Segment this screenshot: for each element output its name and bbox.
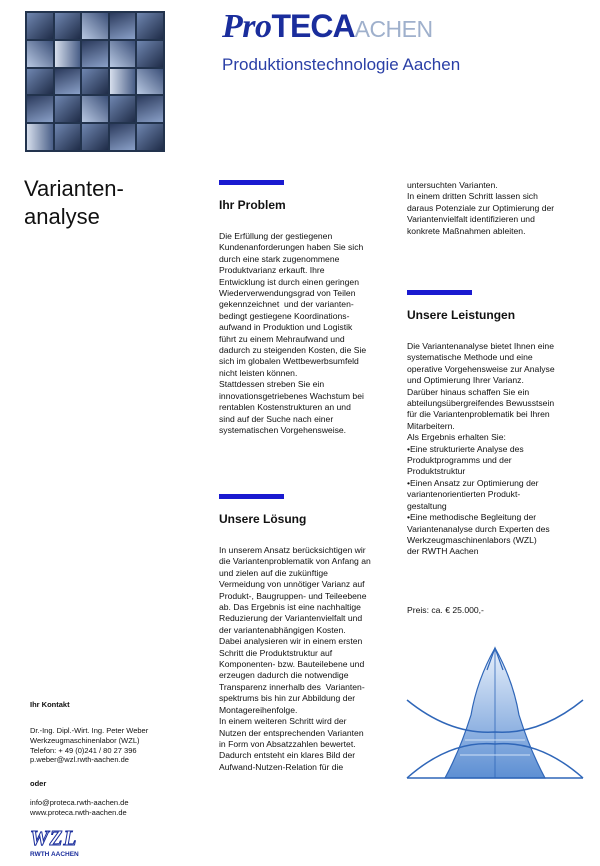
rwth-aachen-logo: RWTH AACHEN [30,851,79,858]
section-bar-problem [219,180,284,185]
problem-heading: Ihr Problem [219,198,286,212]
contact-general: info@proteca.rwth-aachen.de www.proteca.rwth-aachen.de [30,798,129,817]
logo-teca: TECA [271,8,355,44]
contact-person: Dr.-Ing. Dipl.-Wirt. Ing. Peter Weber Werkzeugmaschinenlabor (WZL) Telefon: + 49 (0)241 / 80 27 396 p.weber@wzl.rwth-aachen.de [30,726,149,765]
wzl-logo: WZL [30,826,78,850]
solution-continuation-text: untersuchten Varianten. In einem dritten Schritt lassen sich daraus Potenziale zur Optimierung der Variantenvielfalt identifizieren und konkrete Maßnahmen ableiten. [407,180,555,236]
house-of-quality-graphic [405,640,585,785]
section-bar-solution [219,494,284,499]
contact-or: oder [30,779,47,788]
services-heading: Unsere Leistungen [407,308,516,322]
logo-subtitle: Produktionstechnologie Aachen [222,55,461,74]
price-text: Preis: ca. € 25.000,- [407,605,484,615]
page-title: Varianten- analyse [24,176,124,229]
header-photo-collage [25,11,165,152]
contact-heading: Ihr Kontakt [30,700,70,709]
solution-text: In unserem Ansatz berücksichtigen wir die Variantenproblematik von Anfang an und zielen auf die zukünftige Vermeidung von unnötiger Varianz auf Produkt-, Baugruppen- und Teileebene ab. Das Ergebnis ist eine nachhaltige Reduzierung der Variantenvielfalt und der variantenabhängigen Kosten. Dabei analysieren wir in einem ersten Schritt die Produktstruktur auf Komponenten- bzw. Bauteilebene und erzeugen dadurch die notwendige Transparenz innerhalb des Varianten- spektrums bis hin zur Abbildung der Montagereihenfolge. In einem weiteren Schritt wird der Nutzen der entsprechenden Varianten in Form von Absatzzahlen bewertet. Dadurch entsteht ein klares Bild der Aufwand-Nutzen-Relation für die [219,545,371,772]
solution-heading: Unsere Lösung [219,512,307,526]
services-text: Die Variantenanalyse bietet Ihnen eine systematische Methode und eine operative Vorgehensweise zur Analyse und Optimierung Ihrer Varianz. Darüber hinaus schaffen Sie ein abteilungsübergreifendes Bewusstsein für die Variantenproblematik bei Ihren Mitarbeitern. Als Ergebnis erhalten Sie: •Eine strukturierte Analyse des Produktprogramms und der Produktstruktur •Einen Ansatz zur Optimierung der variantenorientierten Produkt- gestaltung •Eine methodische Begleitung der Variantenanalyse durch Experten des Werkzeugmaschinenlabors (WZL) der RWTH Aachen [407,341,555,557]
logo-aachen: ACHEN [354,16,433,42]
proteca-logo [222,8,433,46]
section-bar-services [407,290,472,295]
problem-text: Die Erfüllung der gestiegenen Kundenanforderungen haben Sie sich durch eine stark zugenommene Produktvarianz erkauft. Ihre Entwicklung ist durch einen geringen Wiederverwendungsgrad von Teilen gekennzeichnet und der varianten- bedingt gestiegene Koordinations- aufwand in Produktion und Logistik führt zu einem Mehraufwand und dadurch zu steigenden Kosten, die Sie sich im globalen Wettbewerbsumfeld nicht leisten können. Stattdessen streben Sie ein innovationsgetriebenes Wachstum bei rentablen Kostenstrukturen an und sind auf der Suche nach einer systematischen Vorgehensweise. [219,231,367,435]
logo-pro: Pro [222,8,272,45]
